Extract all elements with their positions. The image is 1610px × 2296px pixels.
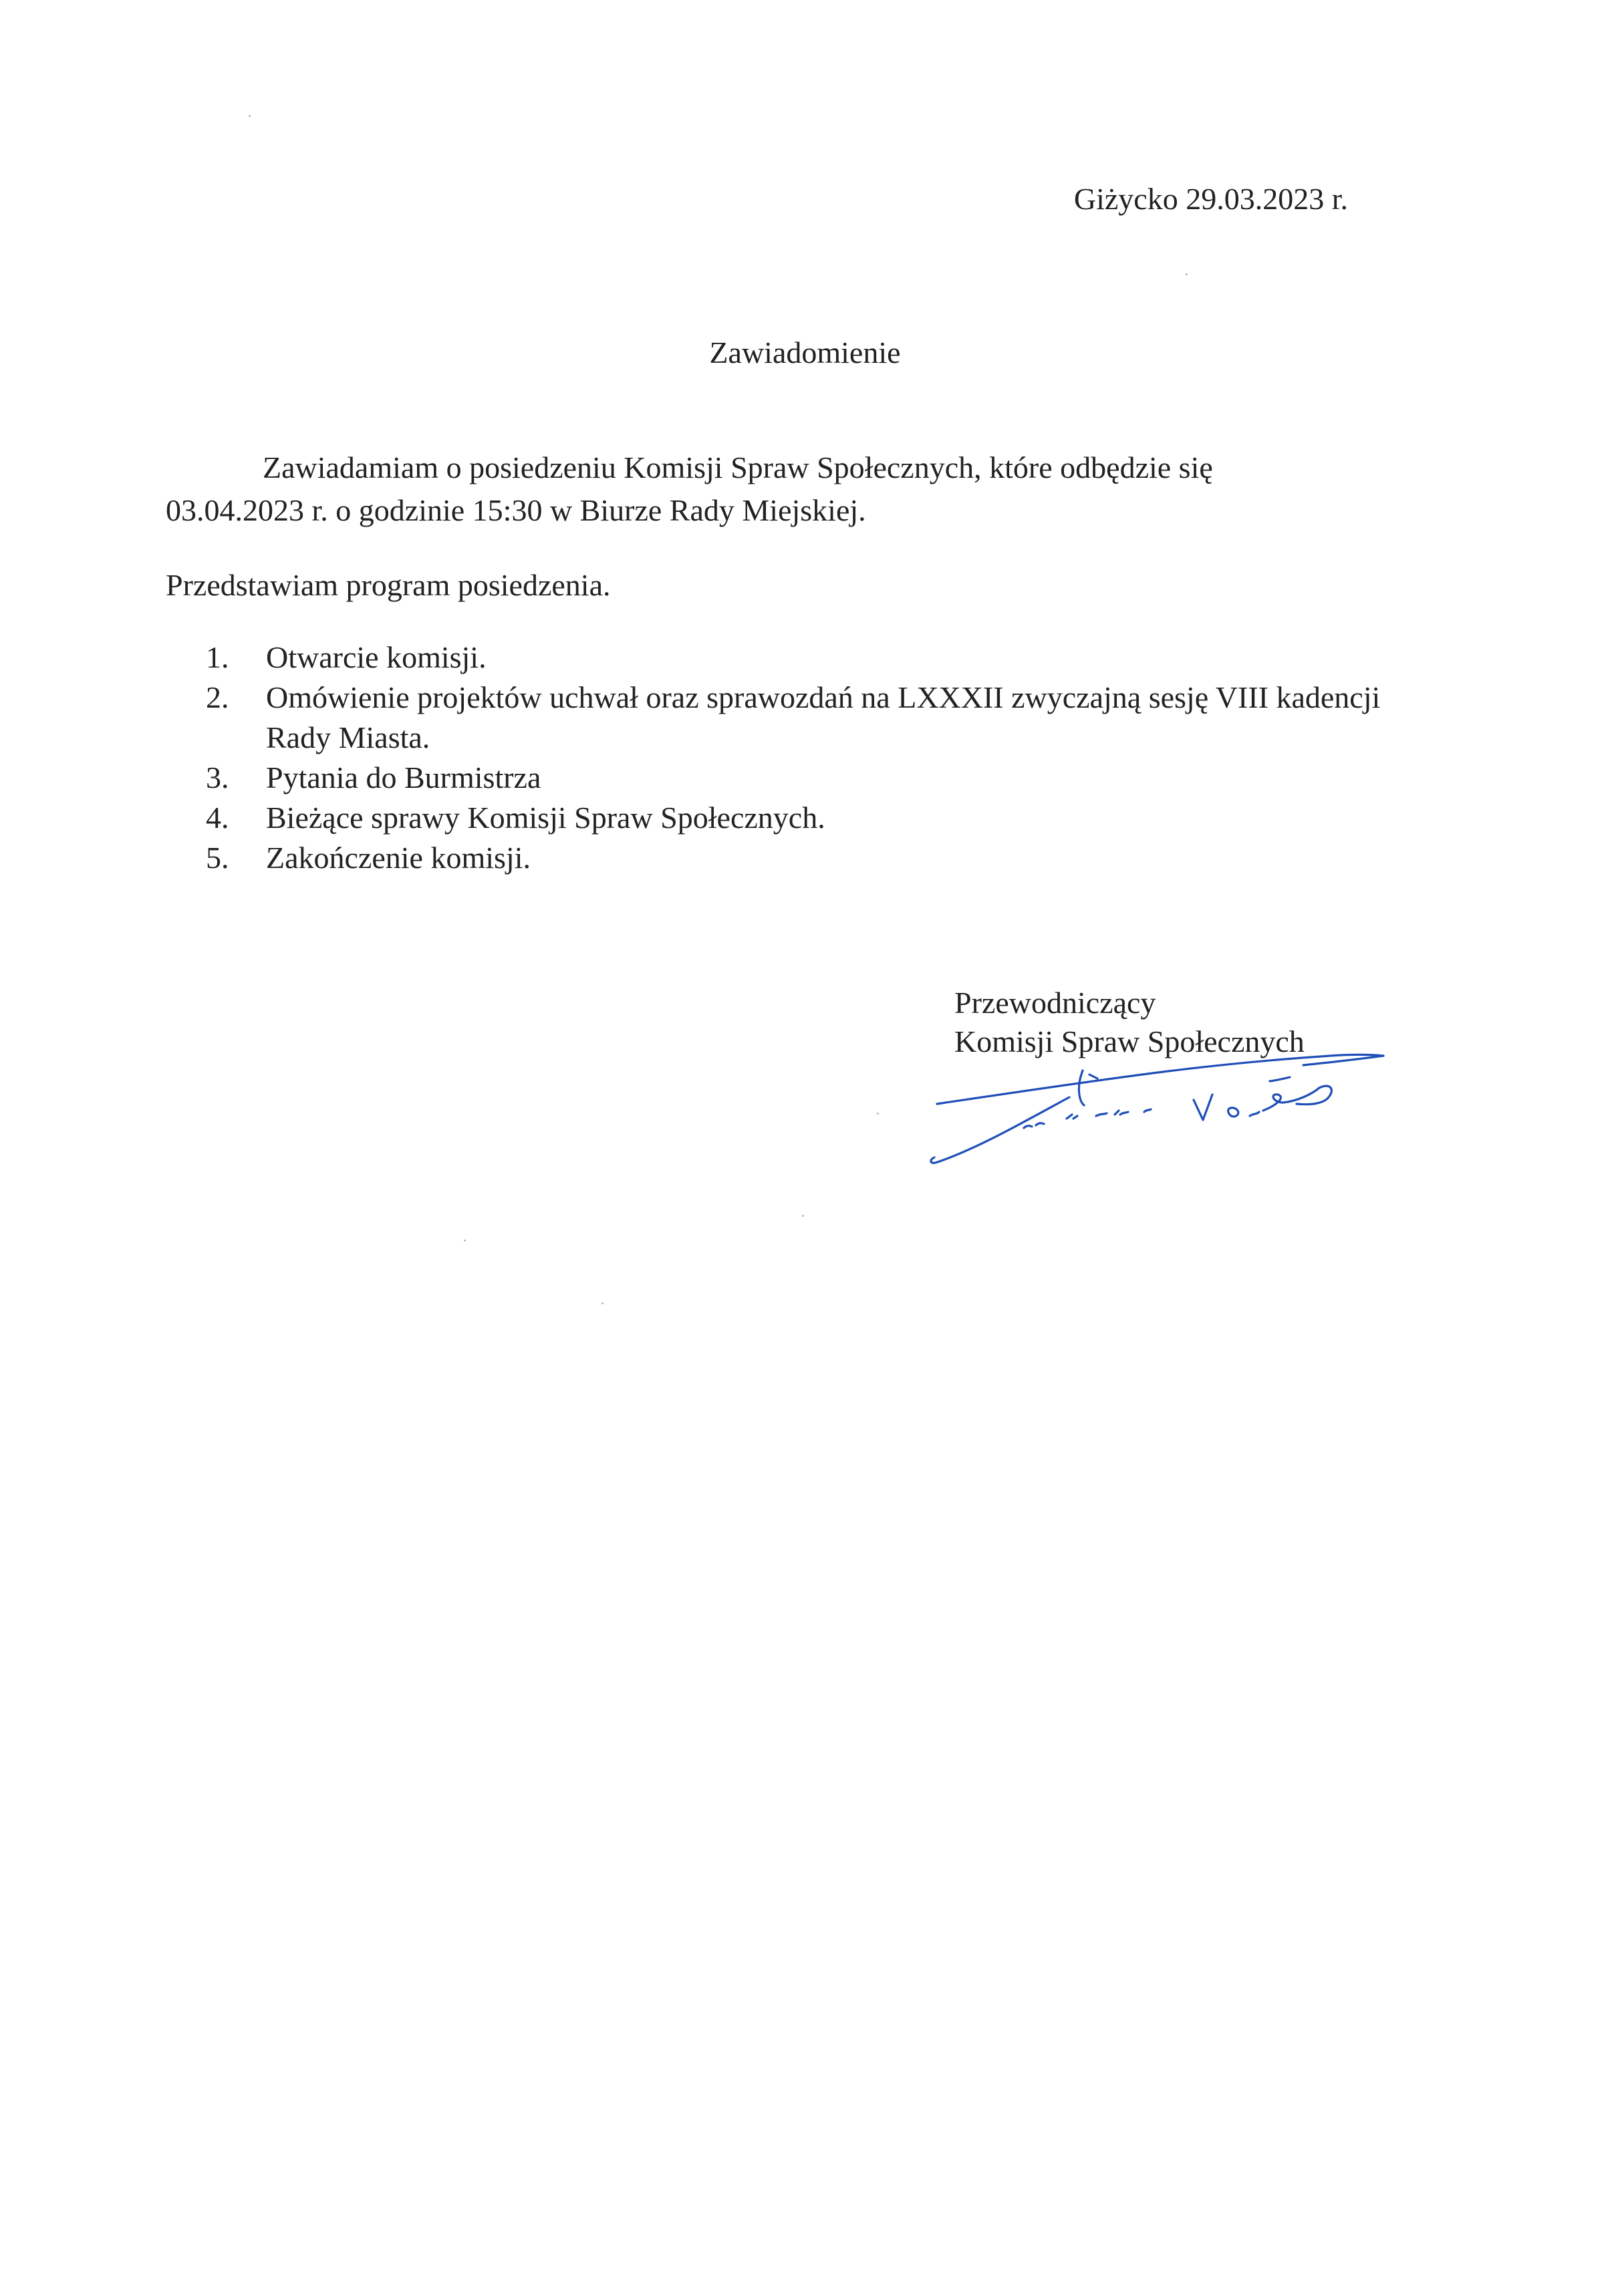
agenda-item bbox=[166, 758, 1382, 798]
notice-paragraph bbox=[166, 446, 1329, 532]
scan-speck bbox=[464, 1240, 466, 1242]
scan-speck bbox=[802, 1215, 804, 1217]
program-lead: Przedstawiam program posiedzenia. bbox=[166, 568, 611, 602]
place-and-date: Giżycko 29.03.2023 r. bbox=[1073, 182, 1348, 216]
notice-line-1: Zawiadamiam o posiedzeniu Komisji Spraw Społecznych, które odbędzie się bbox=[263, 450, 1213, 484]
scan-speck bbox=[1186, 273, 1188, 275]
agenda-item-text: Zakończenie komisji. bbox=[266, 841, 531, 875]
agenda-item-number: 2. bbox=[206, 680, 229, 714]
agenda-item bbox=[166, 637, 1382, 678]
scan-speck bbox=[601, 1302, 603, 1304]
signatory-role: Przewodniczący bbox=[954, 986, 1156, 1020]
agenda-item-number: 3. bbox=[206, 760, 229, 795]
agenda-item-text: Bieżące sprawy Komisji Spraw Społecznych. bbox=[266, 801, 825, 835]
agenda-item-text: Otwarcie komisji. bbox=[266, 640, 487, 674]
agenda-item-number: 5. bbox=[206, 841, 229, 875]
agenda-item-text: Pytania do Burmistrza bbox=[266, 760, 541, 795]
agenda-item bbox=[166, 838, 1382, 878]
agenda-item-number: 4. bbox=[206, 801, 229, 835]
notice-line-2: 03.04.2023 r. o godzinie 15:30 w Biurze Rady Miejskiej. bbox=[166, 493, 866, 527]
scan-speck bbox=[249, 115, 251, 117]
document-title: Zawiadomienie bbox=[709, 335, 901, 370]
signatory-body: Komisji Spraw Społecznych bbox=[954, 1024, 1305, 1058]
agenda-item bbox=[166, 798, 1382, 838]
agenda-item bbox=[166, 678, 1382, 758]
scan-speck bbox=[877, 1113, 879, 1115]
agenda-item-text: Omówienie projektów uchwał oraz sprawozdań na LXXXII zwyczajną sesję VIII kadencji Rady Miasta. bbox=[266, 680, 1381, 754]
handwritten-signature bbox=[869, 1016, 1417, 1176]
agenda-item-number: 1. bbox=[206, 640, 229, 674]
agenda-list bbox=[166, 637, 1382, 878]
